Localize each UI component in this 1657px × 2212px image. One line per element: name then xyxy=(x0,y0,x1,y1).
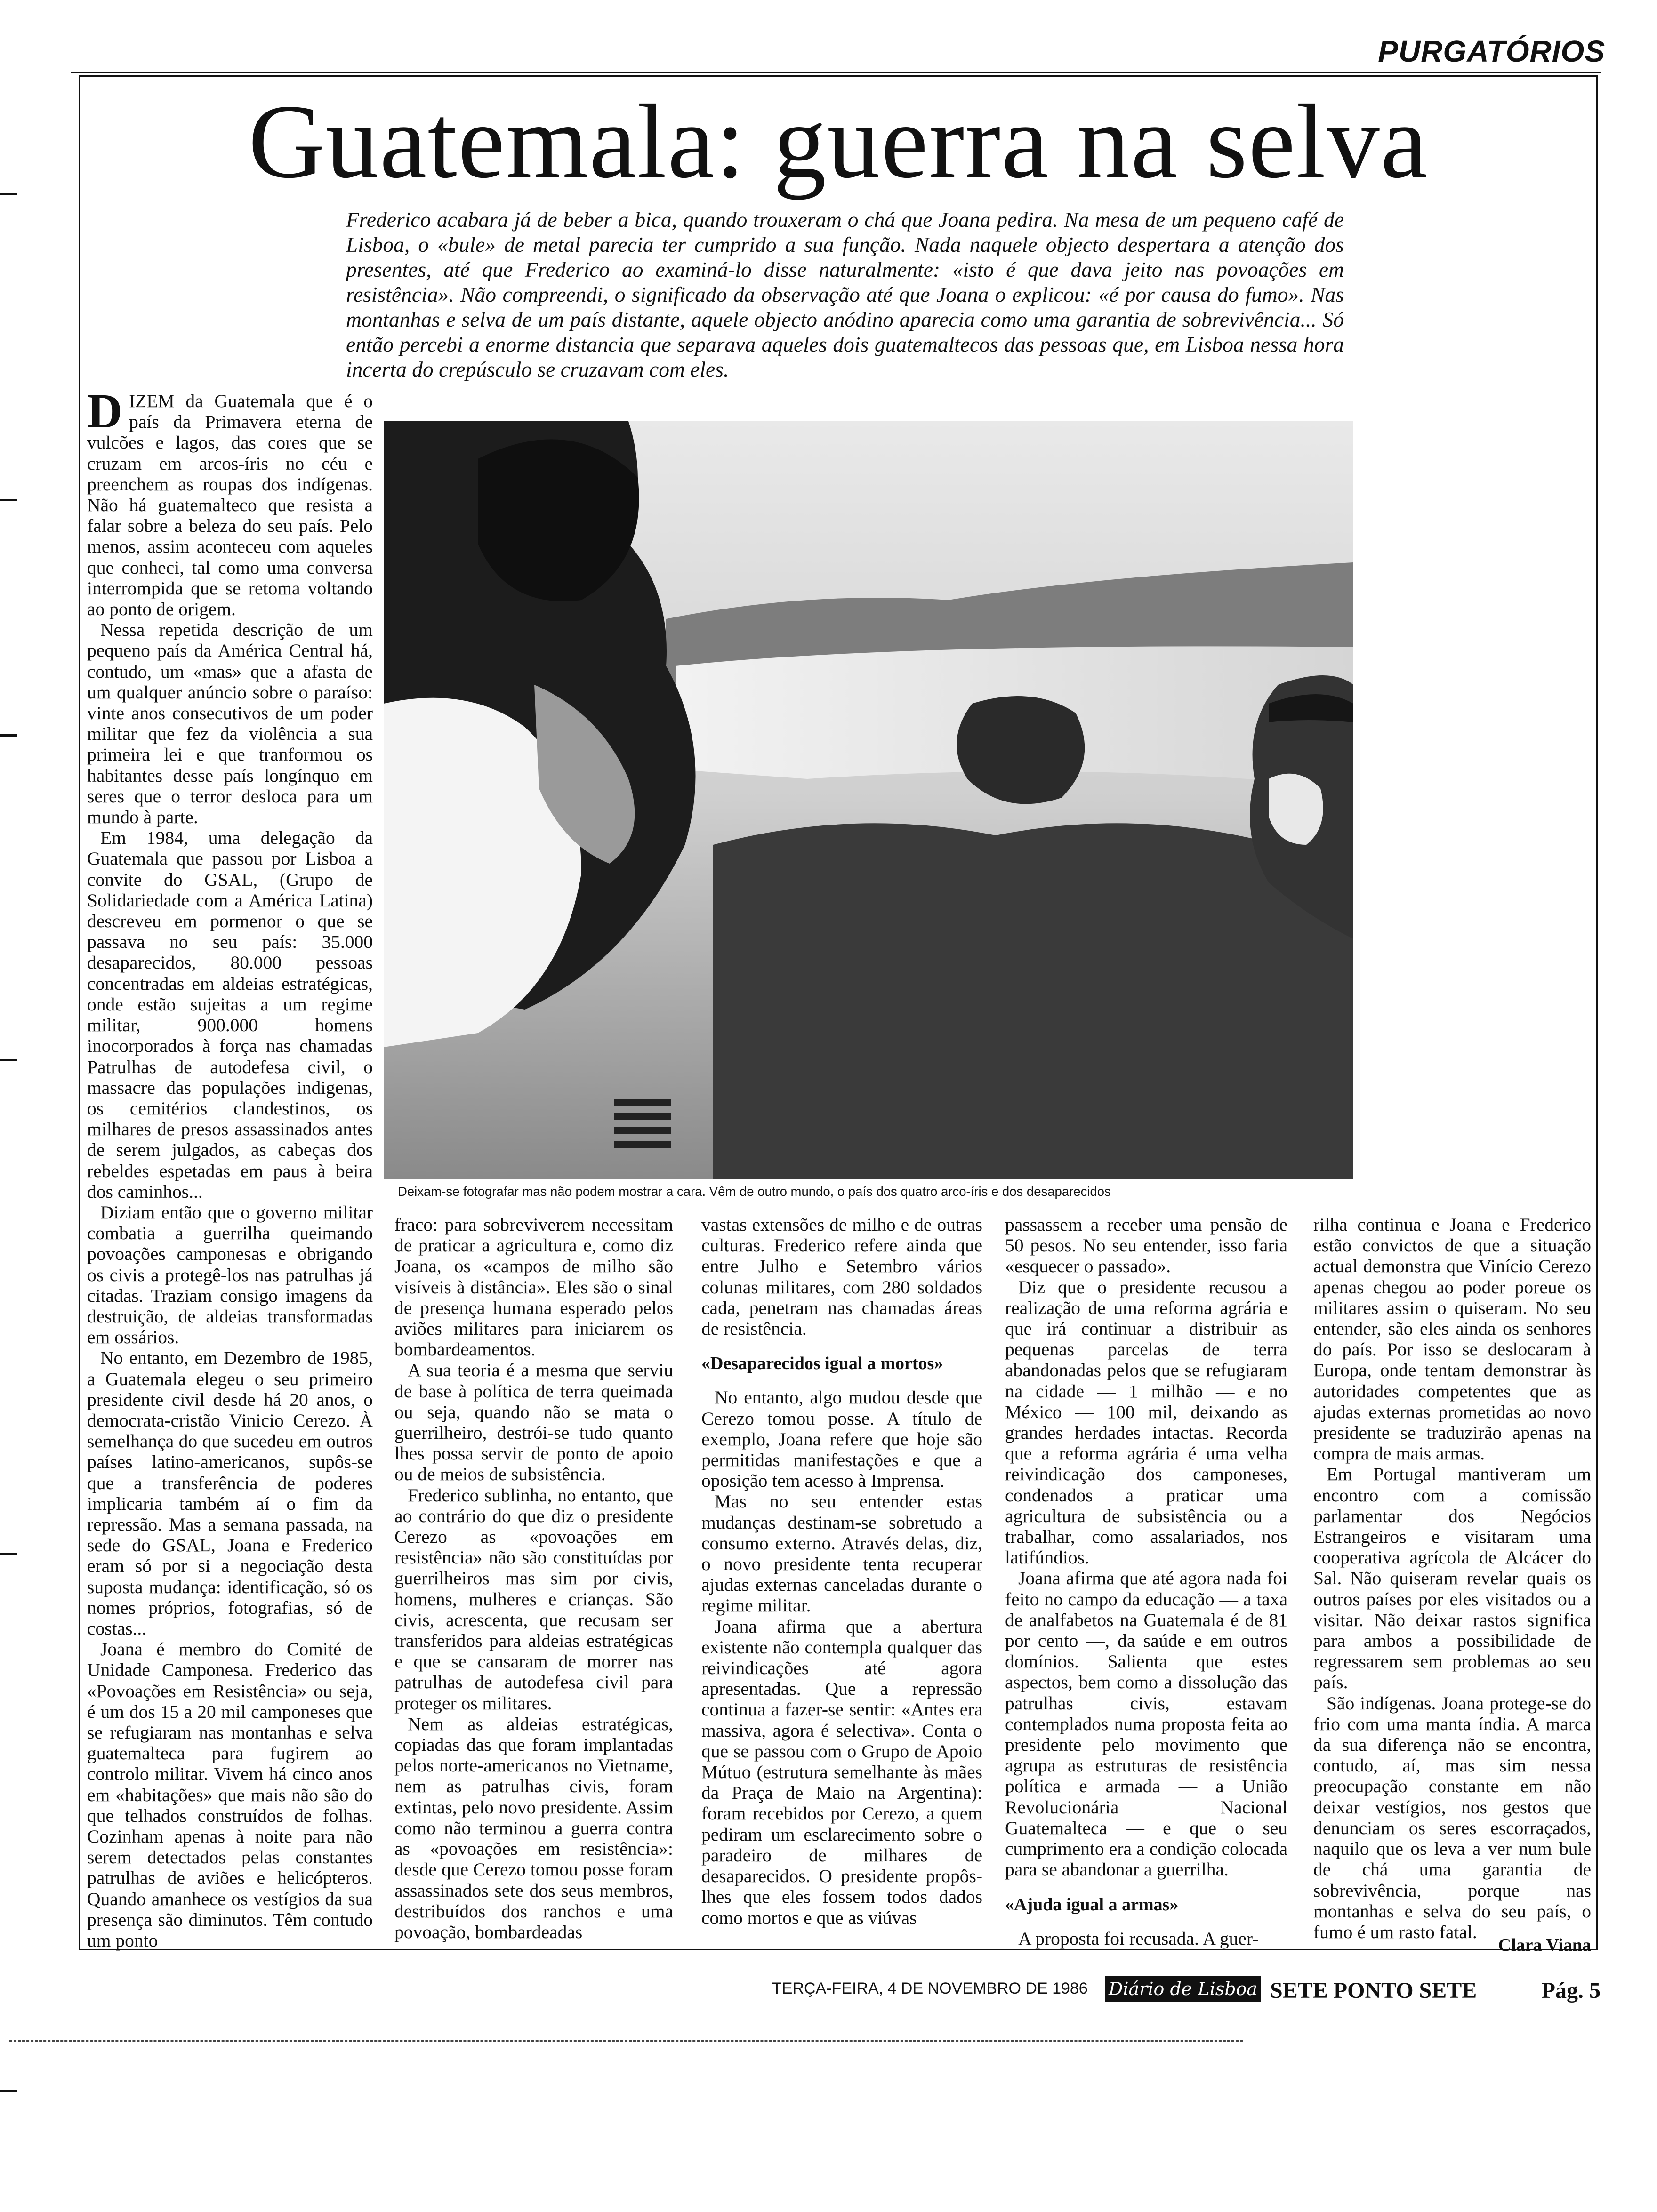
article-paragraph: DIZEM da Guatemala que é o país da Primavera eterna de vulcões e lagos, das cores que se cruzam em arcos-íris no céu e preenchem as roupas dos indígenas. Não há guatemalteco que resista a falar sobre a beleza do seu país. Pelo menos, assim aconteceu com aqueles que conheci, tal como uma conversa interrompida que se retoma voltando ao ponto de origem. xyxy=(87,384,373,620)
footer-date: TERÇA-FEIRA, 4 DE NOVEMBRO DE 1986 xyxy=(772,1980,1088,1997)
article-column-1 xyxy=(87,384,373,1951)
article-paragraph: Diziam então que o governo militar combatia a guerrilha queimando povoações camponesas e obrigando os civis a protegê-los nas patrulhas já citadas. Traziam consigo imagens da destruição, de aldeias transformadas em ossários. xyxy=(87,1202,373,1348)
article-paragraph: vastas extensões de milho e de outras culturas. Frederico refere ainda que entre Julho e Setembro vários colunas militares, com 280 soldados cada, penetram nas chamadas áreas de resistência. xyxy=(701,1214,982,1339)
dropcap: D xyxy=(87,384,123,438)
article-paragraph: Frederico sublinha, no entanto, que ao contrário do que diz o presidente Cerezo as «povoações em resistência» não são constituídas por guerrilheiros mas sim por civis, homens, mulheres e crianças. São civis, acrescenta, que recusam ser transferidos para aldeias estratégicas e que se cansaram de morrer nas patrulhas de autodefesa civil para proteger os militares. xyxy=(394,1484,673,1714)
footer-section: SETE PONTO SETE xyxy=(1270,1978,1477,2003)
article-paragraph: São indígenas. Joana protege-se do frio com uma manta índia. A marca da sua diferença não se encontra, contudo, aí, mas sim nessa preocupação constante em não deixar vestígios, nos gestos que denunciam os seres escorraçados, naquilo que os leva a ver num bule de chá uma garantia de sobrevivência, porque nas montanhas e selva do seu país, o fumo é um rasto fatal. xyxy=(1313,1692,1591,1942)
subheading: «Ajuda igual a armas» xyxy=(1005,1894,1179,1915)
article-paragraph: Em 1984, uma delegação da Guatemala que passou por Lisboa a convite do GSAL, (Grupo de Solidariedade com a América Latina) descreveu em pormenor o que se passava no seu país: 35.000 desaparecidos, 80.000 pessoas concentradas em aldeias estratégicas, onde estão sujeitas a um regime militar, 900.000 homens inocorporados à força nas chamadas Patrulhas de autodefesa civil, o massacre das populações indigenas, os cemitérios clandestinos, os milhares de presos assassinados antes de serem julgados, as cabeças dos rebeldes espetadas em paus à beira dos caminhos... xyxy=(87,827,373,1202)
article-column-2 xyxy=(394,1214,673,1942)
article-column-4 xyxy=(1005,1214,1287,1949)
article-paragraph: No entanto, algo mudou desde que Cerezo tomou posse. A título de exemplo, Joana refere que hoje são permitidas manifestações e que a oposição tem acesso à Imprensa. xyxy=(701,1387,982,1491)
article-paragraph: Mas no seu entender estas mudanças destinam-se sobretudo a consumo externo. Através delas, diz, o novo presidente tenta recuperar ajudas externas canceladas durante o regime militar. xyxy=(701,1491,982,1616)
page-number: Pág. 5 xyxy=(1541,1978,1601,2003)
article-paragraph: Nessa repetida descrição de um pequeno país da América Central há, contudo, um «mas» que a afasta de um qualquer anúncio sobre o paraíso: vinte anos consecutivos de um poder militar que fez da violência a sua primeira lei e que tranformou os habitantes desse país longínquo em seres que o terror desloca para um mundo à parte. xyxy=(87,619,373,828)
article-photo xyxy=(384,421,1353,1179)
lede: Frederico acabara já de beber a bica, quando trouxeram o chá que Joana pedira. Na mesa de um pequeno café de Lisboa, o «bule» de metal parecia ter cumprido a sua função. Nada naquele objecto despertara a atenção dos presentes, até que Frederico ao examiná-lo disse naturalmente: «isto é que dava jeito nas povoações em resistência». Não compreendi, o significado da observação até que Joana o explicou: «é por causa do fumo». Nas montanhas e selva de um país distante, aquele objecto anódino aparecia como uma garantia de sobrevivência... Só então percebi a enorme distancia que separava aqueles dois guatemaltecos das pessoas que, em Lisboa nessa hora incerta do crepúsculo se cruzavam com eles. xyxy=(346,208,1344,381)
subheading: «Desaparecidos igual a mortos» xyxy=(701,1354,943,1374)
page-footer xyxy=(772,1976,1601,2009)
article-paragraph: fraco: para sobreviverem necessitam de praticar a agricultura e, como diz Joana, os «campos de milho são visíveis à distância». Eles são o sinal de presença humana esperado pelos aviões militares para iniciarem os bombardeamentos. xyxy=(394,1214,673,1360)
article-paragraph: No entanto, em Dezembro de 1985, a Guatemala elegeu o seu primeiro presidente civil desde há 20 anos, o democrata-cristão Vinicio Cerezo. À semelhança do que sucedeu em outros países latino-americanos, supôs-se que a transferência de poderes implicaria também aí o fim da repressão. Mas a semana passada, na sede do GSAL, Joana e Frederico eram só por si a negociação desta suposta mudança: identificação, só os nomes próprios, fotografias, só de costas... xyxy=(87,1347,373,1639)
photo-caption: Deixam-se fotografar mas não podem mostrar a cara. Vêm de outro mundo, o país dos quatro arco-íris e dos desaparecidos xyxy=(398,1184,1111,1199)
article-column-5 xyxy=(1313,1214,1591,1956)
article-paragraph: Nem as aldeias estratégicas, copiadas das que foram implantadas pelos norte-americanos no Vietname, nem as patrulhas civis, foram extintas, pelo novo presidente. Assim como não terminou a guerra contra as «povoações em resistência»: desde que Cerezo tomou posse foram assassinados sete dos seus membros, destribuídos dos ranchos e uma povoação, bombardeadas xyxy=(394,1713,673,1942)
article-paragraph: A sua teoria é a mesma que serviu de base à política de terra queimada ou seja, quando não se mata o guerrilheiro, destrói-se tudo quanto lhes possa servir de ponto de apoio ou de meios de subsistência. xyxy=(394,1360,673,1485)
scan-margin-mark xyxy=(0,193,17,195)
photo-illustration xyxy=(384,421,1353,1179)
article-paragraph: Joana afirma que a abertura existente não contempla qualquer das reivindicações até agora apresentadas. Que a repressão continua a fazer-se sentir: «Antes era massiva, agora é selectiva». Conta o que se passou com o Grupo de Apoio Mútuo (estrutura semelhante às mães da Praça de Maio na Argentina): foram recebidos por Cerezo, a quem pediram um esclarecimento sobre o paradeiro de milhares de desaparecidos. O presidente propôs-lhes que eles fossem todos dados como mortos e que as viúvas xyxy=(701,1616,982,1928)
article-column-3 xyxy=(701,1214,982,1928)
article-paragraph: passassem a receber uma pensão de 50 pesos. No seu entender, isso faria «esquecer o passado». xyxy=(1005,1214,1287,1277)
article-paragraph: Em Portugal mantiveram um encontro com a comissão parlamentar dos Negócios Estrangeiros e visitaram uma cooperativa agrícola de Alcácer do Sal. Não quiseram revelar quais os outros países por eles visitados ou a visitar. Não deixar rastos significa para ambos a possibilidade de regressarem sem problemas ao seu país. xyxy=(1313,1464,1591,1693)
scan-margin-mark xyxy=(0,2090,17,2092)
article-paragraph: Joana é membro do Comité de Unidade Camponesa. Frederico das «Povoações em Resistência» ou seja, é um dos 15 a 20 mil camponeses que se refugiaram nas montanhas e selva guatemalteca para fugirem ao controlo militar. Vivem há cinco anos em «habitações» que mais não são do que telhados construídos de folhas. Cozinham apenas à noite para não serem detectados pelas constantes patrulhas de aviões e helicópteros. Quando amanhece os vestígios da sua presença são diminutos. Têm contudo um ponto xyxy=(87,1639,373,1951)
article-paragraph: A proposta foi recusada. A guer- xyxy=(1018,1928,1259,1949)
article-paragraph: Joana afirma que até agora nada foi feito no campo da educação — a taxa de analfabetos na Guatemala é de 81 por cento —, da saúde e em outros domínios. Salienta que estes aspectos, bem como a dissolução das patrulhas civis, estavam contemplados numa proposta feita ao presidente pelo movimento que agrupa as estruturas de resistência política e armada — a União Revolucionária Nacional Guatemalteca — e que o seu cumprimento era a condição colocada para se abandonar a guerrilha. xyxy=(1005,1568,1287,1880)
article-paragraph: Diz que o presidente recusou a realização de uma reforma agrária e que irá continuar a distribuir as pequenas parcelas de terra abandonadas pelos que se refugiaram na cidade — 1 milhão — e no México — 100 mil, deixando as grandes herdades intactas. Recorda que a reforma agrária é uma velha reivindicação dos camponeses, condenados a praticar uma agricultura de subsistência ou a trabalhar, como assalariados, nos latifúndios. xyxy=(1005,1276,1287,1568)
header-rule xyxy=(71,72,1601,73)
headline: Guatemala: guerra na selva xyxy=(248,82,1429,200)
scan-margin-mark xyxy=(0,734,17,737)
newspaper-logo: Diário de Lisboa xyxy=(1105,1976,1261,2002)
section-label: PURGATÓRIOS xyxy=(1378,34,1605,68)
byline: Clara Viana xyxy=(1498,1935,1591,1955)
scan-margin-mark xyxy=(0,1553,17,1555)
scan-margin-mark xyxy=(0,1059,17,1061)
scan-margin-mark xyxy=(0,499,17,501)
scan-edge-rule xyxy=(9,2040,1243,2042)
article-paragraph: rilha continua e Joana e Frederico estão convictos de que a situação actual demonstra que Vinício Cerezo apenas chegou ao poder poreue os militares assim o quiseram. No seu entender, são eles ainda os senhores do país. Por isso se deslocaram à Europa, onde tentam demonstrar às autoridades competentes que as ajudas externas prometidas ao novo presidente se traduzirão apenas na compra de mais armas. xyxy=(1313,1214,1591,1464)
